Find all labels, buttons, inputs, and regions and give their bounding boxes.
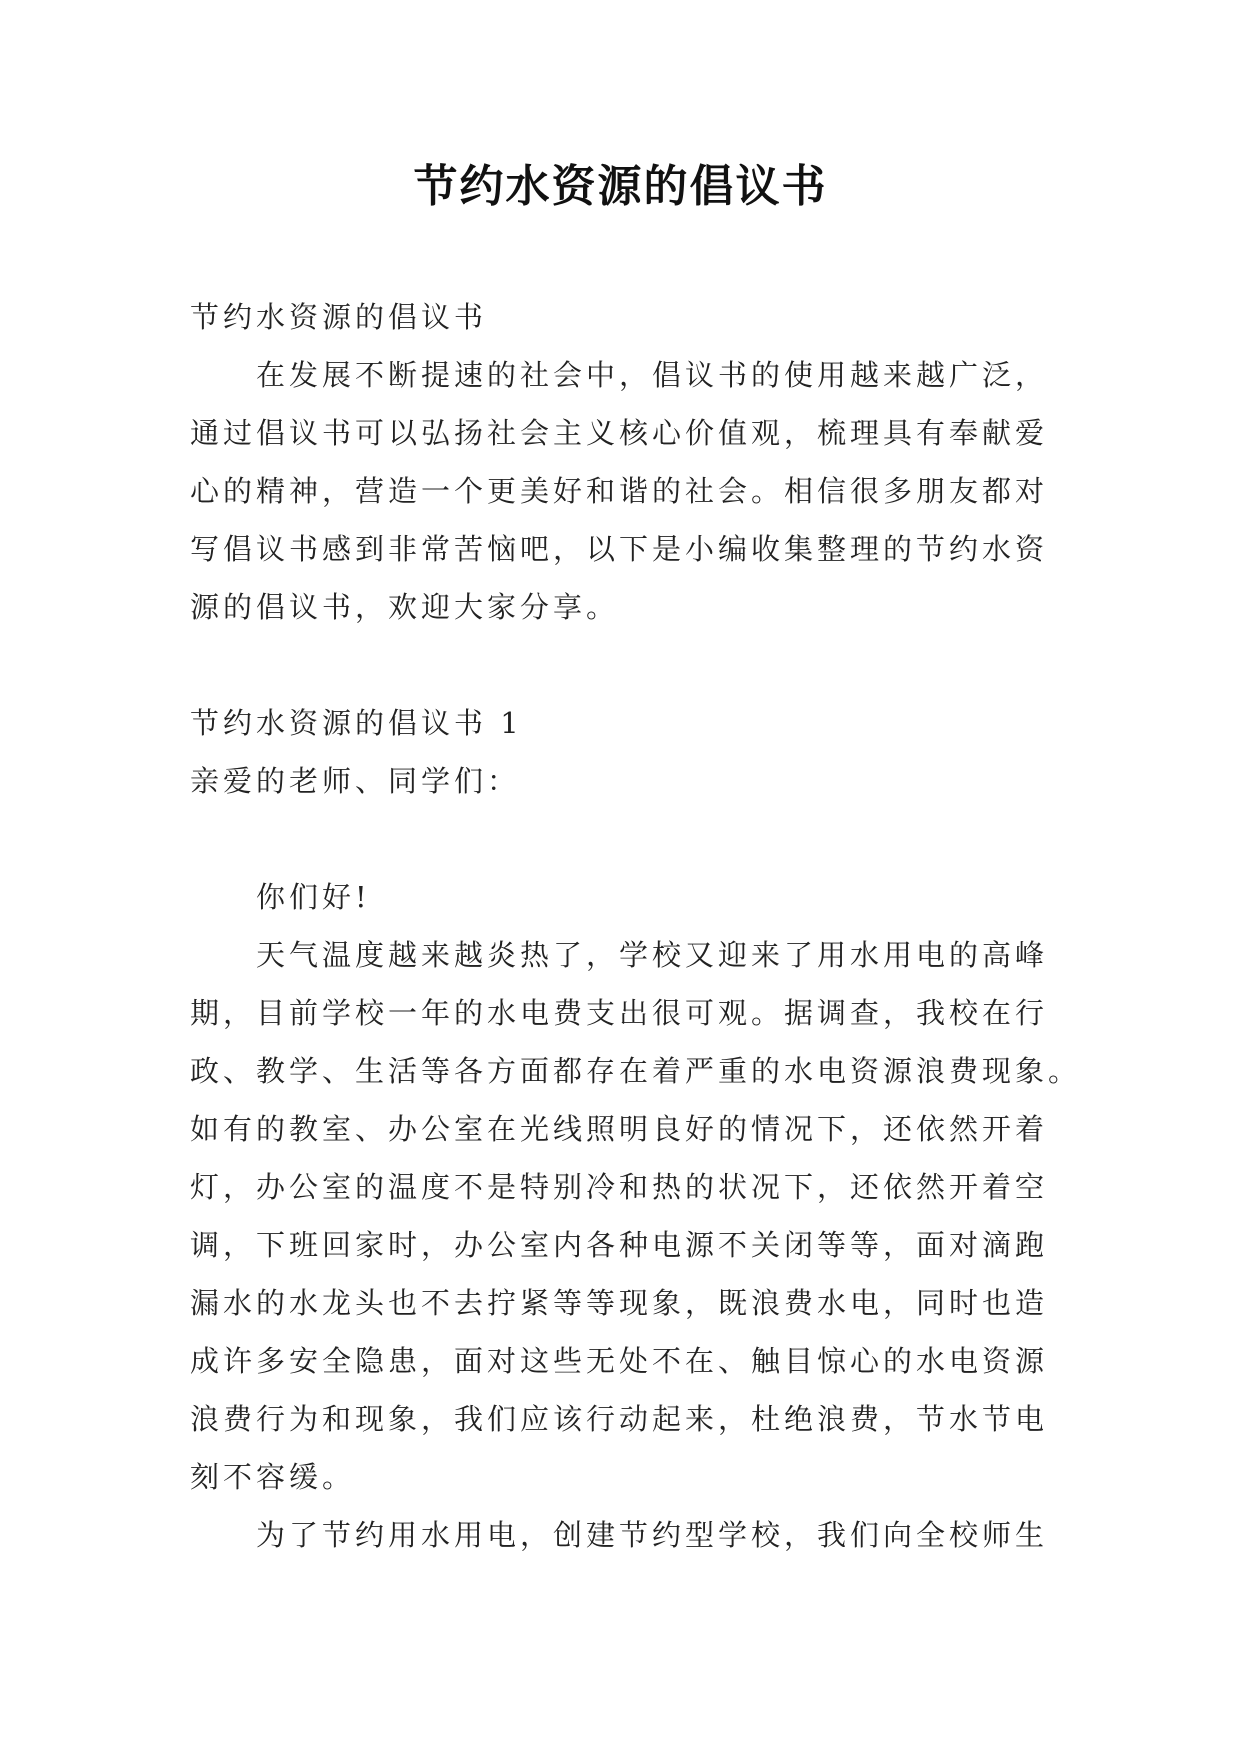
paragraph-line: 成许多安全隐患，面对这些无处不在、触目惊心的水电资源 <box>190 1344 1049 1378</box>
intro-paragraph <box>190 346 1060 636</box>
paragraph-line: 期，目前学校一年的水电费支出很可观。据调查，我校在行 <box>190 996 1049 1030</box>
paragraph-line: 天气温度越来越炎热了，学校又迎来了用水用电的高峰 <box>256 938 1049 972</box>
section-heading: 节约水资源的倡议书 1 <box>190 706 523 740</box>
spacer <box>190 636 1060 694</box>
intro-line: 通过倡议书可以弘扬社会主义核心价值观，梳理具有奉献爱 <box>190 416 1049 450</box>
paragraph-line: 漏水的水龙头也不去拧紧等等现象，既浪费水电，同时也造 <box>190 1286 1049 1320</box>
document-subtitle: 节约水资源的倡议书 <box>190 300 488 334</box>
paragraph-line: 如有的教室、办公室在光线照明良好的情况下，还依然开着 <box>190 1112 1049 1146</box>
paragraph-line: 刻不容缓。 <box>190 1460 356 1494</box>
paragraph-line: 为了节约用水用电，创建节约型学校，我们向全校师生 <box>256 1518 1049 1552</box>
greeting: 你们好! <box>256 880 371 914</box>
body-paragraph <box>190 926 1082 1506</box>
paragraph-line: 调，下班回家时，办公室内各种电源不关闭等等，面对滴跑 <box>190 1228 1049 1262</box>
paragraph-line: 浪费行为和现象，我们应该行动起来，杜绝浪费，节水节电 <box>190 1402 1049 1436</box>
intro-line: 写倡议书感到非常苦恼吧，以下是小编收集整理的节约水资 <box>190 532 1049 566</box>
intro-line: 在发展不断提速的社会中，倡议书的使用越来越广泛， <box>256 358 1049 392</box>
intro-line: 源的倡议书，欢迎大家分享。 <box>190 590 620 624</box>
paragraph-line: 政、教学、生活等各方面都存在着严重的水电资源浪费现象。 <box>190 1054 1082 1088</box>
document-body <box>190 288 1082 1564</box>
paragraph-line: 灯，办公室的温度不是特别冷和热的状况下，还依然开着空 <box>190 1170 1049 1204</box>
spacer <box>190 810 1060 868</box>
salutation: 亲爱的老师、同学们： <box>190 764 521 798</box>
intro-line: 心的精神，营造一个更美好和谐的社会。相信很多朋友都对 <box>190 474 1049 508</box>
document-title: 节约水资源的倡议书 <box>413 161 828 212</box>
